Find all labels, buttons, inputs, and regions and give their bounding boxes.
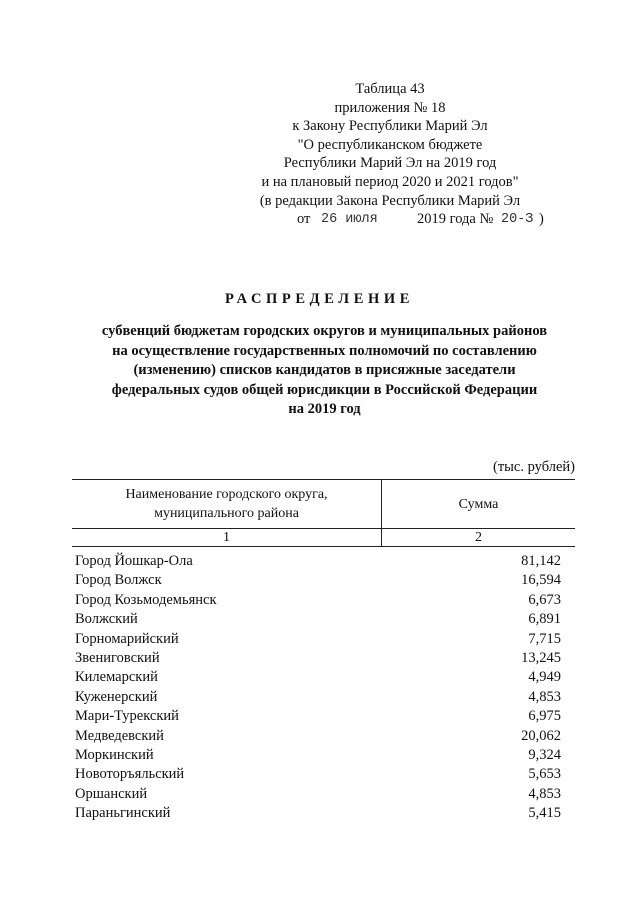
district-name: Оршанский: [75, 785, 148, 802]
document-subtitle: [74, 322, 575, 420]
header-line-edition: (в редакции Закона Республики Марий Эл: [259, 192, 521, 209]
subvention-amount: 6,673: [528, 591, 561, 608]
header-line-planning-period: и на плановый период 2020 и 2021 годов": [261, 173, 519, 190]
district-name: Килемарский: [75, 669, 158, 686]
table-row: [75, 649, 561, 668]
district-name: Горномарийский: [75, 630, 179, 647]
subvention-amount: 13,245: [521, 649, 561, 666]
subvention-amount: 4,853: [528, 785, 561, 802]
district-name: Город Йошкар-Ола: [75, 553, 193, 569]
district-name: Медведевский: [75, 727, 164, 744]
table-row: [75, 785, 561, 804]
column-number-1: 1: [72, 529, 382, 546]
table-row: [75, 765, 561, 784]
header-line-law: к Закону Республики Марий Эл: [292, 118, 488, 135]
subtitle-line: федеральных судов общей юрисдикции в Российской Федерации: [111, 381, 538, 398]
subvention-amount: 6,975: [528, 708, 561, 725]
law-number: 20-З: [501, 212, 534, 228]
column-number-2: 2: [475, 530, 482, 545]
subvention-amount: 4,949: [528, 669, 561, 686]
table-row: [75, 688, 561, 707]
subvention-amount: 7,715: [528, 630, 561, 647]
subtitle-line: на 2019 год: [288, 401, 361, 418]
header-date-line: [255, 210, 544, 229]
column-header-name: [72, 480, 382, 528]
date-day-month: 26 июля: [321, 212, 378, 228]
subvention-amount: 81,142: [521, 553, 561, 569]
district-name: Волжский: [75, 611, 138, 628]
units-label: (тыс. рублей): [493, 459, 575, 475]
district-name: Мари-Турекский: [75, 708, 179, 725]
subvention-amount: 5,653: [528, 766, 561, 783]
table-header: [72, 479, 575, 547]
date-suffix: ): [539, 211, 544, 228]
header-line-appendix: приложения № 18: [334, 99, 446, 116]
subtitle-line: (изменению) списков кандидатов в присяжные заседатели: [133, 362, 516, 379]
header-line-budget: "О республиканском бюджете: [297, 136, 483, 153]
table-column-numbers-row: [72, 528, 575, 547]
district-name: Новоторъяльский: [75, 766, 185, 783]
subtitle-line: субвенций бюджетам городских округов и муниципальных районов: [101, 323, 548, 339]
table-header-row: [72, 479, 575, 528]
header-line-table: Таблица 43: [355, 81, 425, 97]
column-header-name-line: муниципального района: [154, 506, 299, 521]
district-name: Город Волжск: [75, 572, 162, 589]
document-title: РАСПРЕДЕЛЕНИЕ: [225, 291, 414, 307]
appendix-header: [255, 80, 544, 229]
table-row: [75, 727, 561, 746]
table-row: [75, 571, 561, 590]
table-body: [75, 552, 561, 823]
district-name: Звениговский: [75, 649, 160, 666]
table-row: [75, 552, 561, 571]
subvention-amount: 5,415: [528, 805, 561, 822]
subvention-amount: 9,324: [528, 746, 561, 763]
district-name: Куженерский: [75, 688, 158, 705]
subvention-amount: 16,594: [521, 572, 561, 589]
district-name: Город Козьмодемьянск: [75, 591, 217, 608]
district-name: Параньгинский: [75, 805, 171, 822]
header-line-republic-year: Республики Марий Эл на 2019 год: [283, 155, 497, 172]
table-row: [75, 746, 561, 765]
subvention-amount: 20,062: [521, 727, 561, 744]
column-header-sum: Сумма: [458, 496, 499, 512]
subvention-amount: 4,853: [528, 688, 561, 705]
table-row: [75, 668, 561, 687]
table-row: [75, 707, 561, 726]
table-row: [75, 610, 561, 629]
subtitle-line: на осуществление государственных полномочий по составлению: [112, 342, 537, 359]
district-name: Моркинский: [75, 746, 154, 763]
date-year: 2019 года №: [417, 211, 494, 228]
subvention-amount: 6,891: [528, 611, 561, 628]
date-prefix: от: [297, 211, 311, 228]
table-row: [75, 630, 561, 649]
table-row: [75, 804, 561, 823]
table-row: [75, 591, 561, 610]
column-header-name-line: Наименование городского округа,: [125, 487, 328, 502]
